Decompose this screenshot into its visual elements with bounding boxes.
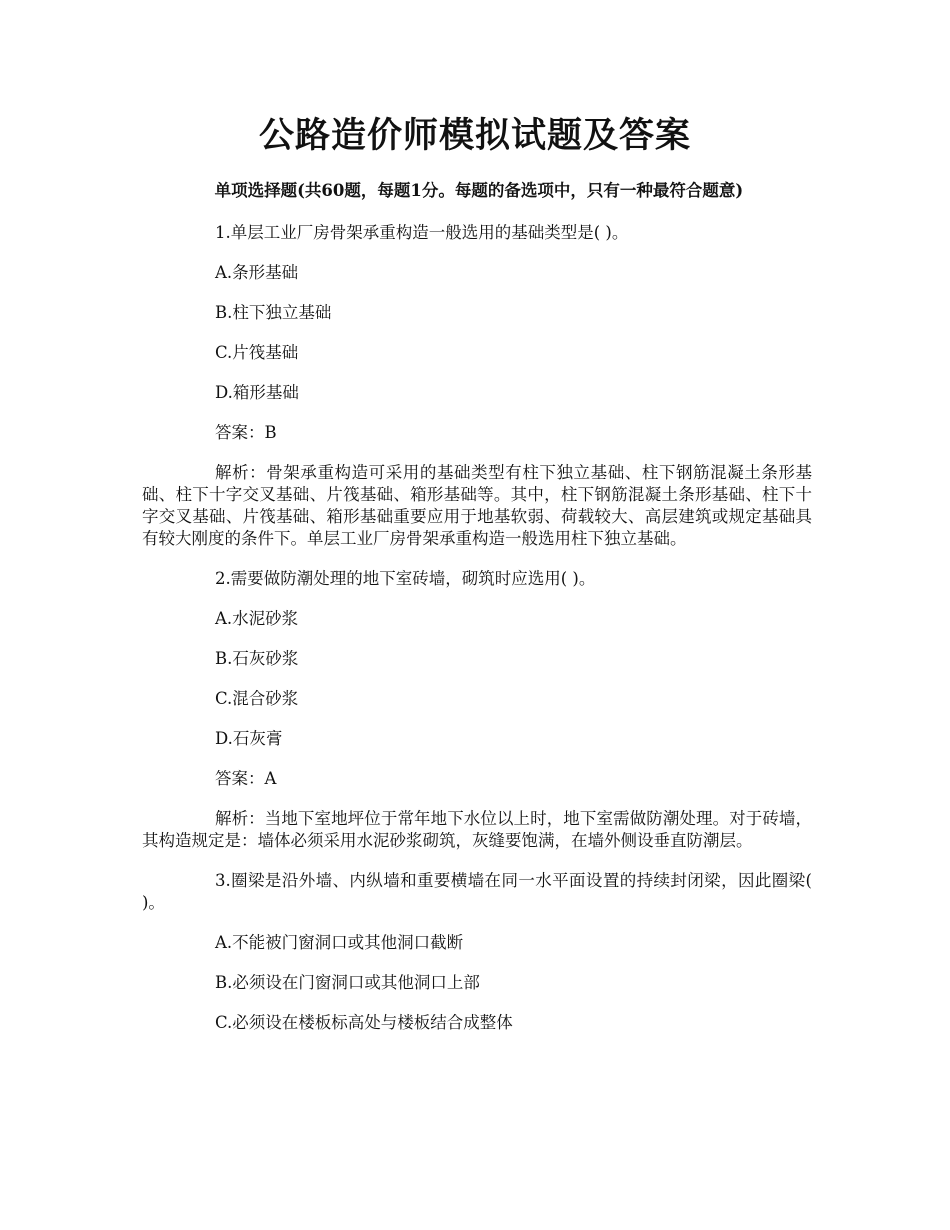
option-c: C.片筏基础 <box>215 343 299 362</box>
option-c: C.混合砂浆 <box>215 689 299 708</box>
option-c: C.必须设在楼板标高处与楼板结合成整体 <box>215 1013 513 1032</box>
explanation: 解析：骨架承重构造可采用的基础类型有柱下独立基础、柱下钢筋混凝土条形基础、柱下十字交叉基础、片筏基础、箱形基础等。其中，柱下钢筋混凝土条形基础、柱下十字交叉基础、片筏基础、箱形基础重要应用于地基软弱、荷载较大、高层建筑或规定基础具有较大刚度的条件下。单层工业厂房骨架承重构造一般选用柱下独立基础。 <box>142 463 812 548</box>
document-title: 公路造价师模拟试题及答案 <box>258 115 691 156</box>
document-body <box>142 180 812 1052</box>
section-heading: 单项选择题(共60题，每题1分。每题的备选项中，只有一种最符合题意) <box>214 181 744 200</box>
question-text: 1.单层工业厂房骨架承重构造一般选用的基础类型是( )。 <box>215 223 629 242</box>
question-1 <box>142 222 812 550</box>
question-3 <box>142 870 812 1034</box>
option-b: B.必须设在门窗洞口或其他洞口上部 <box>215 973 480 992</box>
option-b: B.石灰砂浆 <box>215 649 299 668</box>
question-text: 2.需要做防潮处理的地下室砖墙，砌筑时应选用( )。 <box>215 569 596 588</box>
option-a: A.水泥砂浆 <box>215 609 299 628</box>
option-d: D.石灰膏 <box>215 729 283 748</box>
option-a: A.不能被门窗洞口或其他洞口截断 <box>215 933 464 952</box>
answer: 答案：A <box>215 769 277 788</box>
option-d: D.箱形基础 <box>215 383 299 402</box>
explanation: 解析：当地下室地坪位于常年地下水位以上时，地下室需做防潮处理。对于砖墙，其构造规定是：墙体必须采用水泥砂浆砌筑，灰缝要饱满，在墙外侧设垂直防潮层。 <box>142 809 812 850</box>
question-2 <box>142 568 812 852</box>
answer: 答案：B <box>215 423 277 442</box>
option-a: A.条形基础 <box>215 263 299 282</box>
option-b: B.柱下独立基础 <box>215 303 332 322</box>
question-text: 3.圈梁是沿外墙、内纵墙和重要横墙在同一水平面设置的持续封闭梁，因此圈梁( )。 <box>142 871 812 912</box>
